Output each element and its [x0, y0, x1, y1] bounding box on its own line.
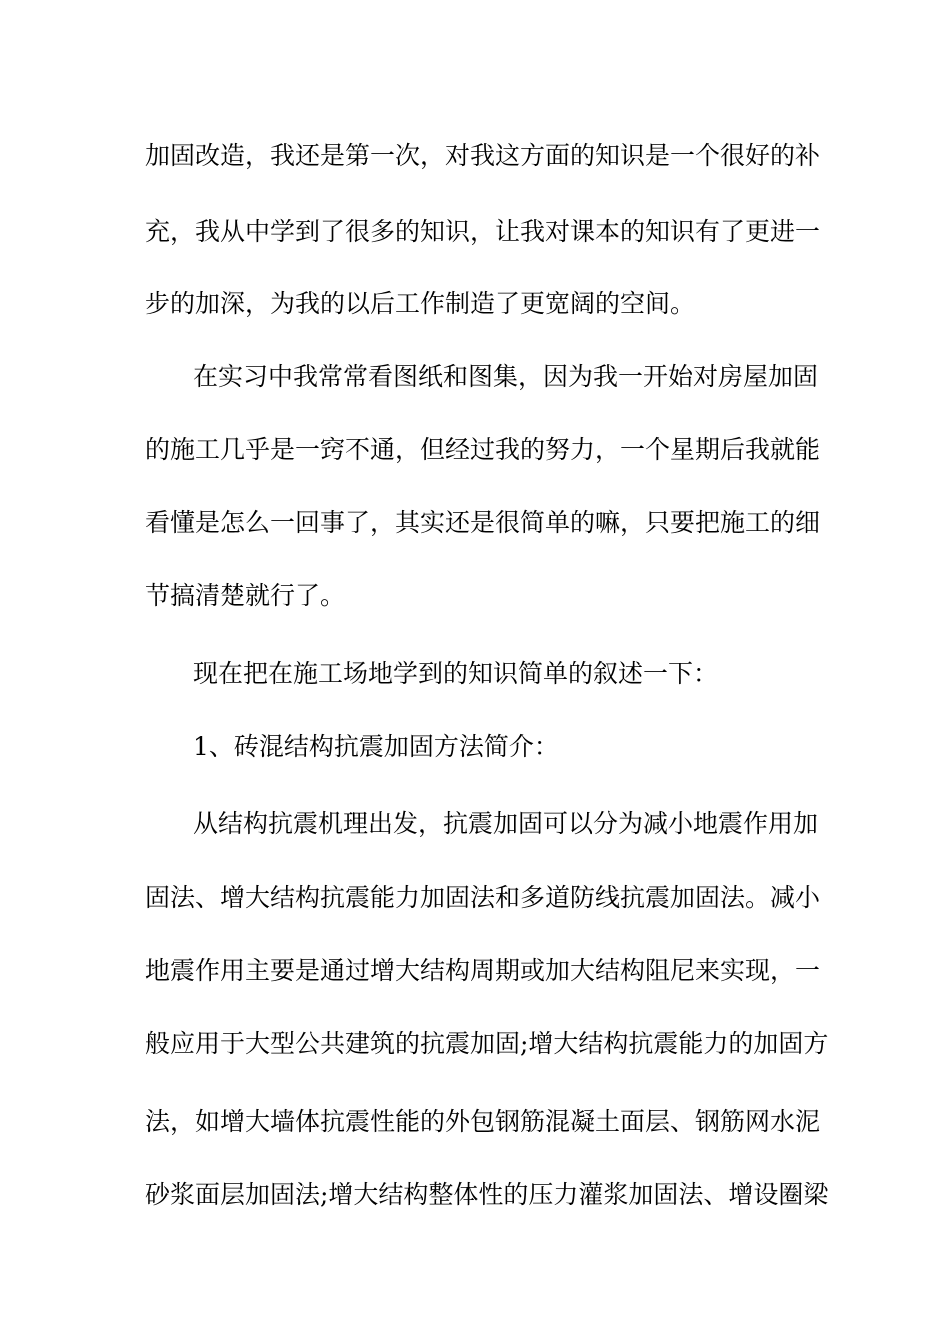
- text-line: 般应用于大型公共建筑的抗震加固;增大结构抗震能力的加固方: [145, 1029, 829, 1058]
- text-line: 加固改造，我还是第一次，对我这方面的知识是一个很好的补: [145, 141, 821, 170]
- text-line: 地震作用主要是通过增大结构周期或加大结构阻尼来实现，一: [145, 956, 821, 985]
- text-line: 步的加深，为我的以后工作制造了更宽阔的空间。: [145, 289, 696, 318]
- text-line: 现在把在施工场地学到的知识简单的叙述一下：: [193, 659, 719, 688]
- text-line: 充，我从中学到了很多的知识，让我对课本的知识有了更进一: [145, 217, 821, 246]
- text-line: 节搞清楚就行了。: [145, 581, 346, 610]
- section-heading: 1、砖混结构抗震加固方法简介：: [193, 732, 559, 761]
- text-line: 砂浆面层加固法;增大结构整体性的压力灌浆加固法、增设圈梁: [145, 1180, 829, 1209]
- text-line: 固法、增大结构抗震能力加固法和多道防线抗震加固法。减小: [145, 883, 821, 912]
- text-line: 看懂是怎么一回事了，其实还是很简单的嘛，只要把施工的细: [145, 508, 821, 537]
- text-line: 法，如增大墙体抗震性能的外包钢筋混凝土面层、钢筋网水泥: [145, 1107, 821, 1136]
- text-line: 的施工几乎是一窍不通，但经过我的努力，一个星期后我就能: [145, 435, 821, 464]
- text-line: 从结构抗震机理出发，抗震加固可以分为减小地震作用加: [193, 809, 819, 838]
- text-line: 在实习中我常常看图纸和图集，因为我一开始对房屋加固: [193, 362, 819, 391]
